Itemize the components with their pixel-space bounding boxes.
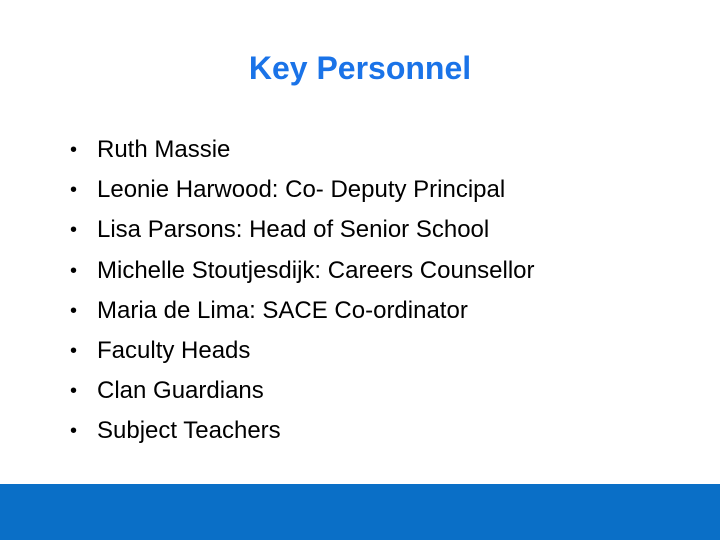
bullet-icon: • <box>70 420 78 443</box>
bullet-icon: • <box>70 380 78 403</box>
bullet-text: Michelle Stoutjesdijk: Careers Counsellor <box>97 256 535 284</box>
slide-title: Key Personnel <box>248 50 472 86</box>
bullet-icon: • <box>70 139 78 161</box>
bullet-text: Faculty Heads <box>97 336 251 364</box>
bullet-text: Ruth Massie <box>97 136 231 163</box>
footer-band <box>0 484 720 540</box>
bullet-icon: • <box>70 219 78 242</box>
bullet-text: Lisa Parsons: Head of Senior School <box>97 216 490 244</box>
bullet-text: Leonie Harwood: Co- Deputy Principal <box>97 176 506 204</box>
bullet-icon: • <box>70 339 78 362</box>
bullet-text: Clan Guardians <box>97 377 264 405</box>
bullet-text: Subject Teachers <box>97 417 281 445</box>
bullet-text: Maria de Lima: SACE Co-ordinator <box>97 296 468 324</box>
bullet-icon: • <box>70 179 78 202</box>
bullet-icon: • <box>70 259 78 282</box>
bullet-icon: • <box>70 299 78 322</box>
